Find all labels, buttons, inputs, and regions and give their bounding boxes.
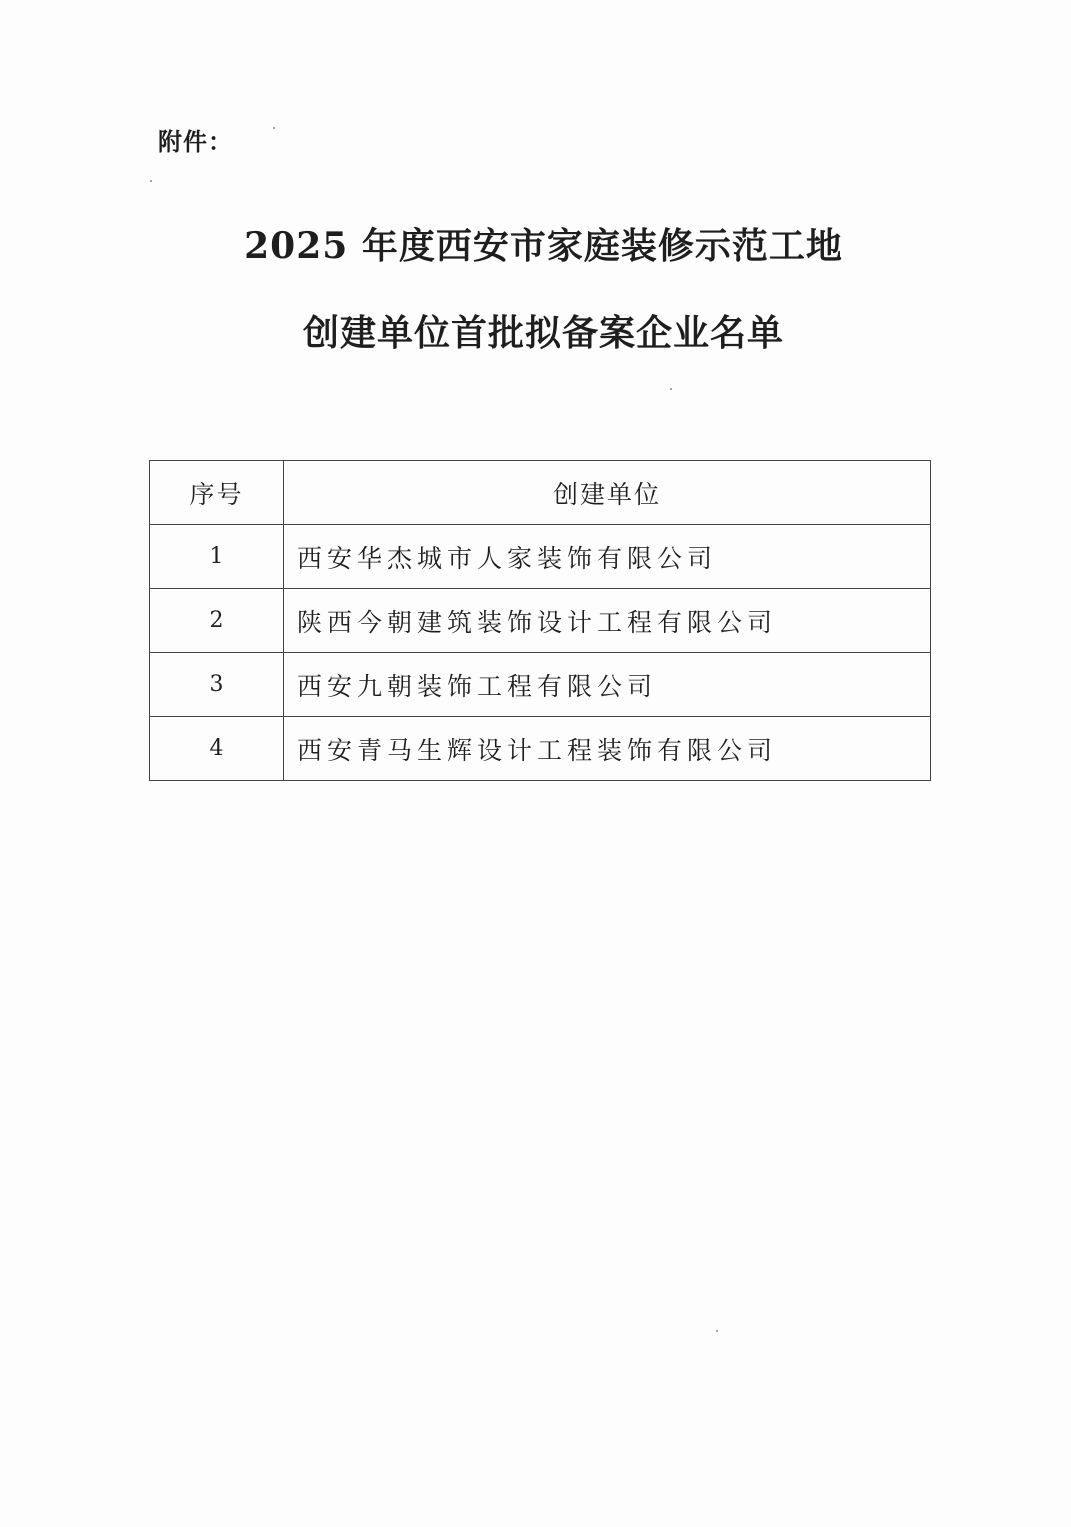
row-number: 4 xyxy=(150,717,284,781)
table-row xyxy=(150,525,931,589)
company-name: 西安九朝装饰工程有限公司 xyxy=(284,653,931,717)
row-number: 2 xyxy=(150,589,284,653)
scan-speck xyxy=(273,127,275,129)
table-row xyxy=(150,589,931,653)
column-header-unit: 创建单位 xyxy=(284,461,931,525)
scan-speck xyxy=(150,180,152,182)
column-header-number: 序号 xyxy=(150,461,284,525)
document-title-line-1: 2025 年度西安市家庭装修示范工地 xyxy=(244,225,843,267)
scan-speck xyxy=(716,1330,718,1332)
table-row xyxy=(150,653,931,717)
row-number: 1 xyxy=(150,525,284,589)
company-name: 陕西今朝建筑装饰设计工程有限公司 xyxy=(284,589,931,653)
attachment-label: 附件： xyxy=(158,128,233,156)
company-name: 西安青马生辉设计工程装饰有限公司 xyxy=(284,717,931,781)
scan-speck xyxy=(670,388,672,390)
document-title-line-2: 创建单位首批拟备案企业名单 xyxy=(302,312,784,354)
table-header-row xyxy=(150,461,931,525)
company-name: 西安华杰城市人家装饰有限公司 xyxy=(284,525,931,589)
row-number: 3 xyxy=(150,653,284,717)
table-row xyxy=(150,717,931,781)
company-list-table xyxy=(149,460,931,781)
